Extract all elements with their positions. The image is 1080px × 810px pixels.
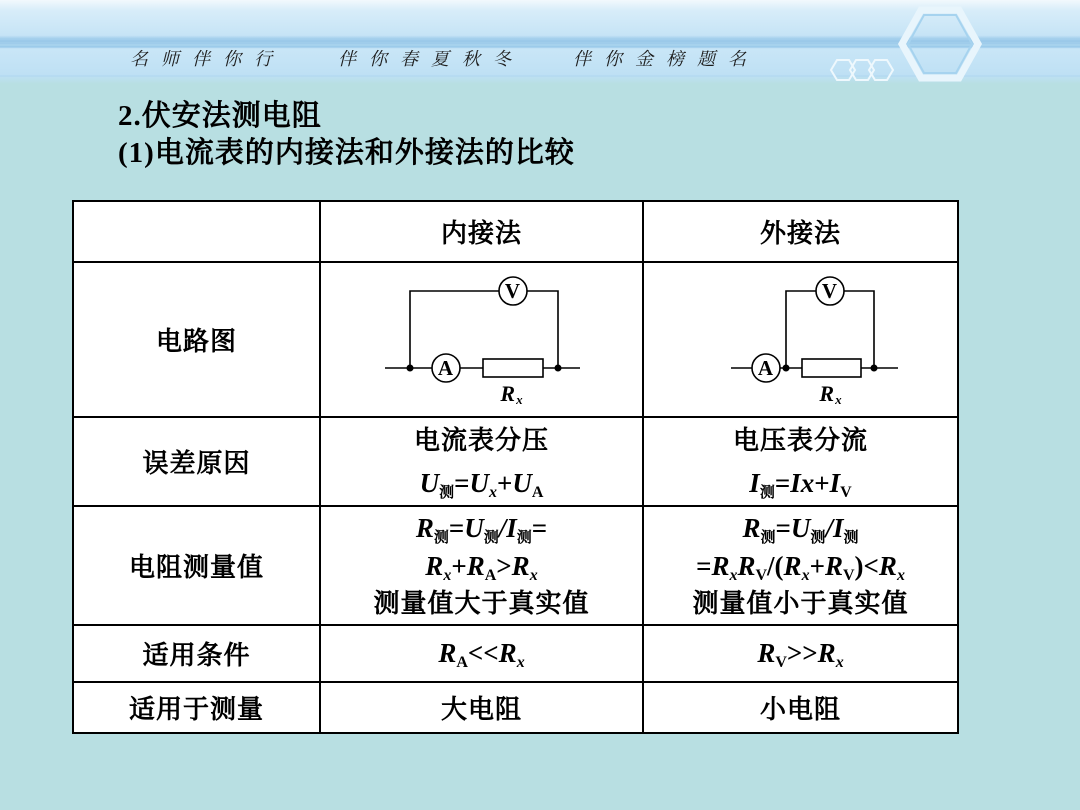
formula-symbol: U xyxy=(469,467,489,498)
formula-operator: = xyxy=(775,512,791,543)
formula-symbol: R xyxy=(878,550,897,581)
formula-symbol: I xyxy=(832,512,844,543)
external-usage-cell: 小电阻 xyxy=(643,682,958,733)
external-circuit-diagram xyxy=(694,268,908,412)
resistance-formula-line2 xyxy=(321,547,642,585)
resistor-label-subscript: x xyxy=(834,391,843,407)
formula-symbol: R xyxy=(783,550,802,581)
formula-symbol: R xyxy=(425,550,444,581)
comparison-table xyxy=(72,200,959,734)
formula-subscript: 测 xyxy=(810,529,826,546)
internal-error-cell xyxy=(320,417,643,506)
row-label-circuit: 电路图 xyxy=(73,262,320,417)
voltmeter-label: V xyxy=(821,278,838,303)
measurement-conclusion: 测量值大于真实值 xyxy=(373,588,590,618)
row-label-error-cause: 误差原因 xyxy=(73,417,320,506)
banner-slogan: 伴你金榜题名 xyxy=(573,49,759,70)
formula-operator: )< xyxy=(854,550,879,581)
formula-subscript: A xyxy=(484,566,497,584)
slide-title: 2.伏安法测电阻 xyxy=(118,100,322,132)
formula-operator: << xyxy=(467,638,499,668)
formula-subscript: x xyxy=(529,566,538,584)
ammeter-label: A xyxy=(757,355,774,380)
formula-subscript: 测 xyxy=(516,529,532,546)
junction-dot xyxy=(870,364,877,371)
resistance-formula-line1 xyxy=(321,509,642,547)
formula-subscript: x xyxy=(443,566,452,584)
formula-operator: + xyxy=(451,550,467,581)
internal-usage-cell: 大电阻 xyxy=(320,682,643,733)
formula-symbol: R xyxy=(711,550,730,581)
resistor-label xyxy=(499,381,523,407)
formula-symbol: U xyxy=(419,467,440,498)
resistor-label-subscript: x xyxy=(515,391,524,407)
error-reason-text: 电压表分流 xyxy=(732,425,868,455)
formula-subscript: V xyxy=(842,566,855,584)
formula-subscript: x xyxy=(729,566,738,584)
resistor-symbol xyxy=(483,359,543,377)
voltmeter-label: V xyxy=(504,278,521,303)
row-label-condition: 适用条件 xyxy=(73,625,320,682)
resistor-label-letter: R xyxy=(818,380,835,406)
formula-symbol: R xyxy=(757,638,776,668)
formula-subscript: 测 xyxy=(483,529,499,546)
external-value-cell xyxy=(643,506,958,625)
formula-subscript: 测 xyxy=(439,484,455,501)
junction-dot xyxy=(554,364,561,371)
wire xyxy=(786,291,816,368)
formula-symbol: R xyxy=(498,638,517,668)
measured-value-row xyxy=(73,506,958,625)
internal-value-cell xyxy=(320,506,643,625)
formula-subscript: V xyxy=(755,566,768,584)
formula-operator: /( xyxy=(767,550,784,581)
formula-subscript: 测 xyxy=(759,484,775,501)
slide-subtitle: (1)电流表的内接法和外接法的比较 xyxy=(118,137,575,169)
formula-operator: / xyxy=(498,512,507,543)
measured-voltage-formula xyxy=(321,462,642,504)
measured-current-formula xyxy=(644,462,957,504)
resistance-formula-line1 xyxy=(644,509,957,547)
formula-operator: / xyxy=(825,512,833,543)
external-error-cell xyxy=(643,417,958,506)
formula-subscript: 测 xyxy=(433,529,449,546)
internal-circuit-cell xyxy=(320,262,643,417)
formula-operator: = xyxy=(774,467,791,498)
formula-symbol: R xyxy=(415,512,434,543)
formula-symbol: U xyxy=(464,512,484,543)
formula-subscript: x xyxy=(801,566,810,584)
resistor-label xyxy=(818,381,842,407)
banner-slogan: 名师伴你行 xyxy=(130,49,285,70)
banner-slogan: 伴你春夏秋冬 xyxy=(338,49,524,70)
header-banner xyxy=(0,0,1080,84)
circuit-wires xyxy=(385,277,580,382)
formula-symbol: I xyxy=(749,467,760,498)
formula-subscript: V xyxy=(840,483,852,501)
wire xyxy=(527,291,558,368)
formula-symbol: R xyxy=(737,550,756,581)
formula-symbol: R xyxy=(466,550,485,581)
formula-subscript: x xyxy=(516,654,525,671)
wire xyxy=(844,291,874,368)
formula-operator: + xyxy=(809,550,825,581)
condition-formula xyxy=(321,638,642,669)
formula-subscript: x xyxy=(835,654,844,671)
formula-subscript: x xyxy=(896,566,905,584)
formula-symbol: I xyxy=(829,467,841,498)
formula-operator: > xyxy=(496,550,512,581)
error-reason-text: 电流表分压 xyxy=(413,425,549,455)
formula-symbol: U xyxy=(790,512,811,543)
row-label-measured-value: 电阻测量值 xyxy=(73,506,320,625)
formula-subscript: A xyxy=(531,483,544,501)
formula-symbol: R xyxy=(824,550,843,581)
condition-row xyxy=(73,625,958,682)
row-label-usage: 适用于测量 xyxy=(73,682,320,733)
usage-row xyxy=(73,682,958,733)
formula-subscript: x xyxy=(488,483,497,501)
resistor-symbol xyxy=(802,359,861,377)
header-empty-cell xyxy=(73,201,320,262)
formula-operator: + xyxy=(496,467,513,498)
internal-condition-cell xyxy=(320,625,643,682)
junction-dot xyxy=(782,364,789,371)
formula-symbol: R xyxy=(742,512,761,543)
formula-symbol: R xyxy=(511,550,530,581)
header-internal-method: 内接法 xyxy=(320,201,643,262)
resistance-formula-line2 xyxy=(644,547,957,585)
ammeter-label: A xyxy=(437,355,454,380)
condition-formula xyxy=(644,638,957,669)
external-circuit-cell xyxy=(643,262,958,417)
formula-symbol: U xyxy=(512,467,532,498)
table-header-row xyxy=(73,201,958,262)
formula-operator: + xyxy=(814,467,830,498)
formula-subscript: 测 xyxy=(760,529,776,546)
resistor-label-letter: R xyxy=(499,380,516,406)
formula-operator: = xyxy=(696,550,712,581)
formula-symbol: Ix xyxy=(790,467,815,498)
formula-symbol: I xyxy=(506,512,517,543)
formula-subscript: 测 xyxy=(843,529,859,546)
formula-operator: = xyxy=(448,512,465,543)
internal-circuit-diagram xyxy=(375,268,589,412)
error-cause-row xyxy=(73,417,958,506)
formula-operator: = xyxy=(531,512,548,543)
header-external-method: 外接法 xyxy=(643,201,958,262)
external-condition-cell xyxy=(643,625,958,682)
circuit-row xyxy=(73,262,958,417)
formula-operator: >> xyxy=(786,638,818,668)
formula-symbol: R xyxy=(438,638,457,668)
slide-heading xyxy=(118,98,575,172)
formula-operator: = xyxy=(454,467,470,498)
measurement-conclusion: 测量值小于真实值 xyxy=(692,588,909,618)
formula-subscript: V xyxy=(775,654,787,671)
formula-symbol: R xyxy=(817,638,836,668)
junction-dot xyxy=(406,364,413,371)
formula-subscript: A xyxy=(456,654,468,671)
